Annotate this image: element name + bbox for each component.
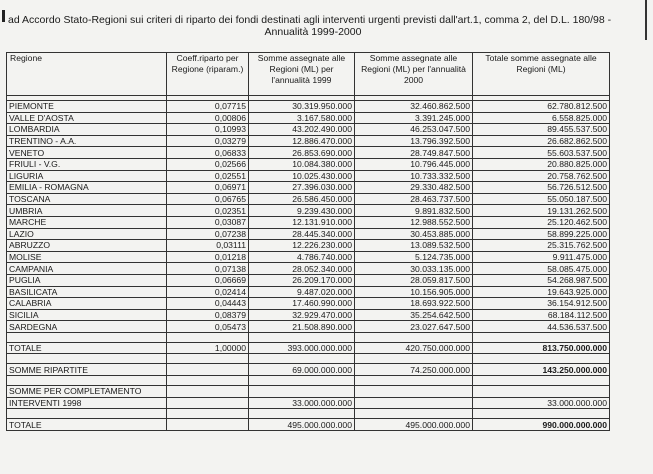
totale-1999: 393.000.000.000 — [249, 342, 355, 354]
table-row — [7, 321, 610, 333]
table-row — [7, 182, 610, 194]
somme-1999-cell: 12.226.230.000 — [249, 240, 355, 252]
totale-cell: 55.050.187.500 — [473, 193, 610, 205]
totale-cell: 19.131.262.500 — [473, 205, 610, 217]
ripartite-label: SOMME RIPARTITE — [7, 364, 167, 376]
table-row — [7, 101, 610, 113]
table-row — [7, 147, 610, 159]
table-row — [7, 263, 610, 275]
regione-cell: SARDEGNA — [7, 321, 167, 333]
coeff-cell: 0,03279 — [167, 135, 249, 147]
regione-cell: MARCHE — [7, 216, 167, 228]
somme-1999-cell: 21.508.890.000 — [249, 321, 355, 333]
regione-cell: VENETO — [7, 147, 167, 159]
somme-2000-cell: 13.796.392.500 — [355, 135, 473, 147]
totale-cell: 36.154.912.500 — [473, 298, 610, 310]
somme-2000-cell: 30.453.885.000 — [355, 228, 473, 240]
somme-2000-cell: 3.391.245.000 — [355, 112, 473, 124]
somme-1999-cell: 3.167.580.000 — [249, 112, 355, 124]
somme-2000-cell: 32.460.862.500 — [355, 101, 473, 113]
coeff-cell: 0,07715 — [167, 101, 249, 113]
somme-1999-cell: 30.319.950.000 — [249, 101, 355, 113]
somme-2000-cell: 35.254.642.500 — [355, 309, 473, 321]
somme-2000-cell: 5.124.735.000 — [355, 251, 473, 263]
table-row — [7, 135, 610, 147]
ripartite-tot: 143.250.000.000 — [473, 364, 610, 376]
regione-cell: CAMPANIA — [7, 263, 167, 275]
somme-1999-cell: 12.131.910.000 — [249, 216, 355, 228]
regione-cell: UMBRIA — [7, 205, 167, 217]
regione-cell: VALLE D'AOSTA — [7, 112, 167, 124]
somme-2000-cell: 46.253.047.500 — [355, 124, 473, 136]
table-row — [7, 309, 610, 321]
somme-1999-cell: 17.460.990.000 — [249, 298, 355, 310]
somme-2000-cell: 9.891.832.500 — [355, 205, 473, 217]
regione-cell: LOMBARDIA — [7, 124, 167, 136]
regione-cell: TRENTINO - A.A. — [7, 135, 167, 147]
coeff-cell: 0,06833 — [167, 147, 249, 159]
table-row — [7, 298, 610, 310]
allocation-table — [6, 52, 610, 431]
totale-coeff: 1,00000 — [167, 342, 249, 354]
totale-finale-tot: 990.000.000.000 — [473, 419, 610, 431]
totale-cell: 44.536.537.500 — [473, 321, 610, 333]
somme-1999-cell: 10.084.380.000 — [249, 158, 355, 170]
completamento-1999: 33.000.000.000 — [249, 397, 355, 409]
totale-cell: 58.899.225.000 — [473, 228, 610, 240]
totale-cell: 68.184.112.500 — [473, 309, 610, 321]
coeff-cell: 0,03111 — [167, 240, 249, 252]
regione-cell: FRIULI - V.G. — [7, 158, 167, 170]
totale-row — [7, 342, 610, 354]
somme-1999-cell: 26.209.170.000 — [249, 274, 355, 286]
header-totale: Totale somme assegnate alle Regioni (ML) — [473, 53, 610, 96]
spacer-row — [7, 332, 610, 342]
somme-2000-cell: 12.988.552.500 — [355, 216, 473, 228]
coeff-cell: 0,06669 — [167, 274, 249, 286]
completamento-row-1 — [7, 386, 610, 398]
scan-margin-mark — [2, 10, 5, 22]
totale-cell: 19.643.925.000 — [473, 286, 610, 298]
totale-cell: 25.120.462.500 — [473, 216, 610, 228]
coeff-cell: 0,02414 — [167, 286, 249, 298]
totale-cell: 55.603.537.500 — [473, 147, 610, 159]
totale-finale-label: TOTALE — [7, 419, 167, 431]
totale-tot: 813.750.000.000 — [473, 342, 610, 354]
spacer-row — [7, 409, 610, 419]
totale-cell: 54.268.987.500 — [473, 274, 610, 286]
totale-cell: 25.315.762.500 — [473, 240, 610, 252]
totale-cell: 58.085.475.000 — [473, 263, 610, 275]
coeff-cell: 0,05473 — [167, 321, 249, 333]
somme-1999-cell: 9.239.430.000 — [249, 205, 355, 217]
completamento-label-2: INTERVENTI 1998 — [7, 397, 167, 409]
table-row — [7, 228, 610, 240]
somme-2000-cell: 28.463.737.500 — [355, 193, 473, 205]
header-somme-2000: Somme assegnate alle Regioni (ML) per l'annualità 2000 — [355, 53, 473, 96]
regione-cell: PIEMONTE — [7, 101, 167, 113]
table-row — [7, 251, 610, 263]
table-row — [7, 170, 610, 182]
table-row — [7, 124, 610, 136]
regione-cell: EMILIA - ROMAGNA — [7, 182, 167, 194]
totale-cell: 62.780.812.500 — [473, 101, 610, 113]
totale-cell: 6.558.825.000 — [473, 112, 610, 124]
coeff-cell: 0,06971 — [167, 182, 249, 194]
coeff-cell: 0,04443 — [167, 298, 249, 310]
regione-cell: PUGLIA — [7, 274, 167, 286]
somme-2000-cell: 30.033.135.000 — [355, 263, 473, 275]
totale-finale-1999: 495.000.000.000 — [249, 419, 355, 431]
somme-1999-cell: 27.396.030.000 — [249, 182, 355, 194]
regione-cell: MOLISE — [7, 251, 167, 263]
somme-1999-cell: 32.929.470.000 — [249, 309, 355, 321]
completamento-tot: 33.000.000.000 — [473, 397, 610, 409]
totale-cell: 56.726.512.500 — [473, 182, 610, 194]
coeff-cell: 0,10993 — [167, 124, 249, 136]
regione-cell: LAZIO — [7, 228, 167, 240]
coeff-cell: 0,02351 — [167, 205, 249, 217]
spacer-row — [7, 354, 610, 364]
ripartite-row — [7, 364, 610, 376]
coeff-cell: 0,02551 — [167, 170, 249, 182]
totale-cell: 20.880.825.000 — [473, 158, 610, 170]
table-row — [7, 193, 610, 205]
ripartite-1999: 69.000.000.000 — [249, 364, 355, 376]
somme-1999-cell: 9.487.020.000 — [249, 286, 355, 298]
totale-cell: 9.911.475.000 — [473, 251, 610, 263]
totale-cell: 20.758.762.500 — [473, 170, 610, 182]
somme-2000-cell: 29.330.482.500 — [355, 182, 473, 194]
somme-1999-cell: 26.853.690.000 — [249, 147, 355, 159]
totale-finale-2000: 495.000.000.000 — [355, 419, 473, 431]
title-line-1: ad Accordo Stato-Regioni sui criteri di riparto dei fondi destinati agli interventi urgenti previsti dall'art.1, comma 2, del D.L. 180/98 - — [8, 14, 612, 26]
somme-2000-cell: 28.059.817.500 — [355, 274, 473, 286]
somme-1999-cell: 28.445.340.000 — [249, 228, 355, 240]
table-row — [7, 205, 610, 217]
table-row — [7, 274, 610, 286]
ripartite-2000: 74.250.000.000 — [355, 364, 473, 376]
somme-2000-cell: 10.796.445.000 — [355, 158, 473, 170]
somme-2000-cell: 10.733.332.500 — [355, 170, 473, 182]
header-regione: Regione — [7, 53, 167, 96]
regione-cell: BASILICATA — [7, 286, 167, 298]
header-coeff: Coeff.riparto per Regione (riparam.) — [167, 53, 249, 96]
totale-label: TOTALE — [7, 342, 167, 354]
document-title — [8, 14, 653, 38]
totale-cell: 89.455.537.500 — [473, 124, 610, 136]
somme-1999-cell: 12.886.470.000 — [249, 135, 355, 147]
completamento-row-2 — [7, 397, 610, 409]
spacer-row — [7, 376, 610, 386]
regione-cell: LIGURIA — [7, 170, 167, 182]
coeff-cell: 0,07138 — [167, 263, 249, 275]
totale-2000: 420.750.000.000 — [355, 342, 473, 354]
somme-1999-cell: 4.786.740.000 — [249, 251, 355, 263]
table-row — [7, 112, 610, 124]
somme-2000-cell: 18.693.922.500 — [355, 298, 473, 310]
somme-2000-cell: 10.156.905.000 — [355, 286, 473, 298]
coeff-cell: 0,06765 — [167, 193, 249, 205]
coeff-cell: 0,00806 — [167, 112, 249, 124]
coeff-cell: 0,01218 — [167, 251, 249, 263]
somme-2000-cell: 23.027.647.500 — [355, 321, 473, 333]
table-row — [7, 158, 610, 170]
totale-finale-row — [7, 419, 610, 431]
somme-2000-cell: 13.089.532.500 — [355, 240, 473, 252]
coeff-cell: 0,07238 — [167, 228, 249, 240]
regione-cell: ABRUZZO — [7, 240, 167, 252]
regione-cell: CALABRIA — [7, 298, 167, 310]
somme-1999-cell: 28.052.340.000 — [249, 263, 355, 275]
regione-cell: SICILIA — [7, 309, 167, 321]
table-row — [7, 240, 610, 252]
completamento-label-1: SOMME PER COMPLETAMENTO — [7, 386, 167, 398]
title-line-2: Annualità 1999-2000 — [264, 26, 362, 38]
somme-1999-cell: 26.586.450.000 — [249, 193, 355, 205]
table-row — [7, 286, 610, 298]
somme-2000-cell: 28.749.847.500 — [355, 147, 473, 159]
somme-1999-cell: 10.025.430.000 — [249, 170, 355, 182]
coeff-cell: 0,02566 — [167, 158, 249, 170]
table-row — [7, 216, 610, 228]
header-somme-1999: Somme assegnate alle Regioni (ML) per l'annualità 1999 — [249, 53, 355, 96]
somme-1999-cell: 43.202.490.000 — [249, 124, 355, 136]
regione-cell: TOSCANA — [7, 193, 167, 205]
totale-cell: 26.682.862.500 — [473, 135, 610, 147]
table-header-row — [7, 53, 610, 96]
coeff-cell: 0,08379 — [167, 309, 249, 321]
coeff-cell: 0,03087 — [167, 216, 249, 228]
